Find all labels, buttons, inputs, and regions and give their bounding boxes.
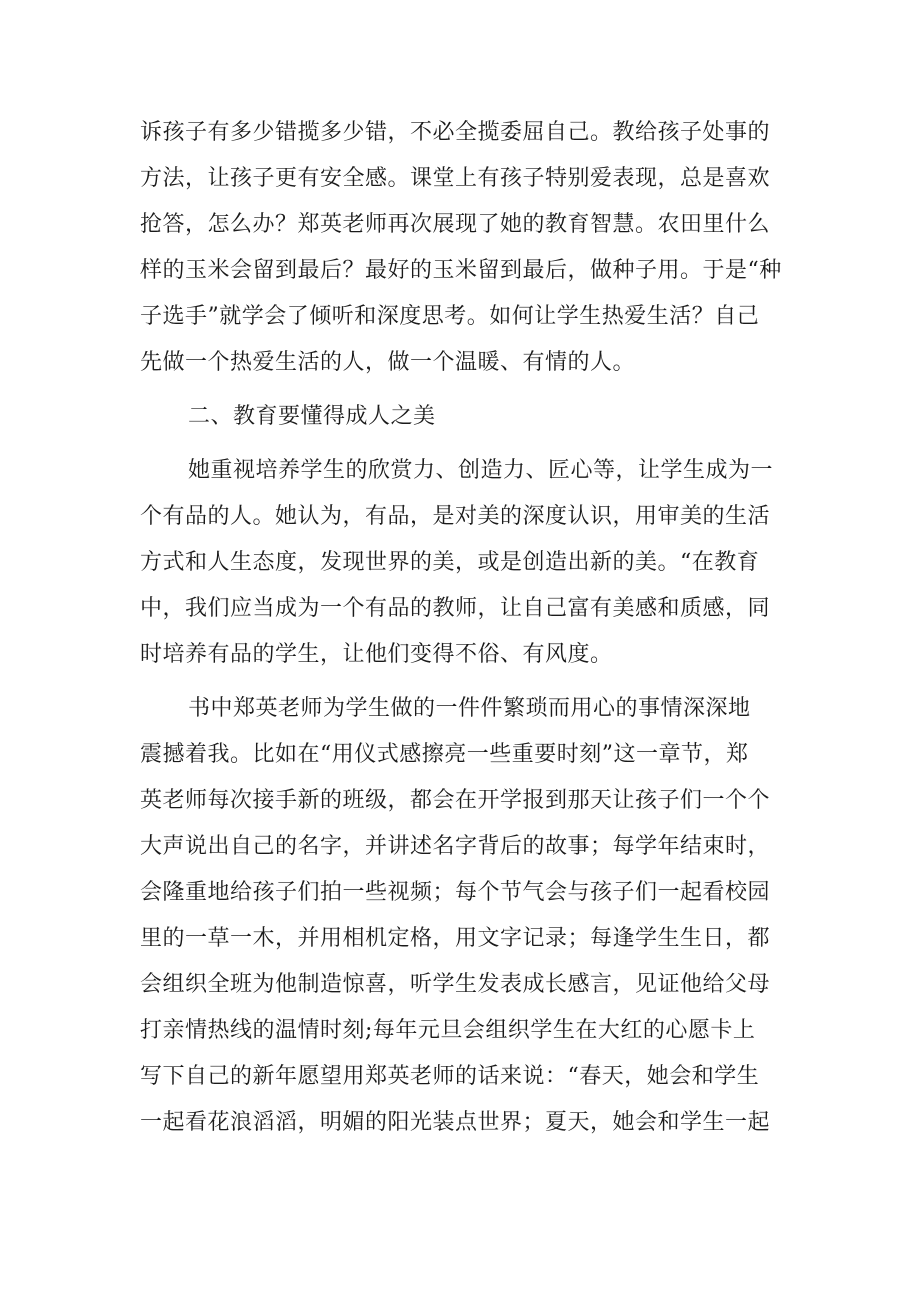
text-line: 打亲情热线的温情时刻;每年元旦会组织学生在大红的心愿卡上 xyxy=(140,1018,756,1043)
text-line: 子选手”就学会了倾听和深度思考。如何让学生热爱生活？自己 xyxy=(140,304,760,329)
text-line: 诉孩子有多少错揽多少错，不必全揽委屈自己。教给孩子处事的 xyxy=(140,120,771,145)
text-line: 方式和人生态度，发现世界的美，或是创造出新的美。“在教育 xyxy=(140,550,760,575)
text-line: 震撼着我。比如在“用仪式感擦亮一些重要时刻”这一章节，郑 xyxy=(140,742,749,767)
text-line: 一起看花浪滔滔，明媚的阳光装点世界；夏天，她会和学生一起 xyxy=(140,1110,771,1135)
text-line: 会组织全班为他制造惊喜，听学生发表成长感言，见证他给父母 xyxy=(140,972,771,997)
text-line: 抢答，怎么办？郑英老师再次展现了她的教育智慧。农田里什么 xyxy=(140,212,771,237)
text-line: 样的玉米会留到最后？最好的玉米留到最后，做种子用。于是“种 xyxy=(140,258,782,283)
paragraph-first-line: 书中郑英老师为学生做的一件件繁琐而用心的事情深深地 xyxy=(188,696,751,721)
text-line: 写下自己的新年愿望用郑英老师的话来说：“春天，她会和学生 xyxy=(140,1064,760,1089)
text-line: 先做一个热爱生活的人，做一个温暖、有情的人。 xyxy=(140,350,636,375)
text-line: 会隆重地给孩子们拍一些视频；每个节气会与孩子们一起看校园 xyxy=(140,880,771,905)
text-line: 时培养有品的学生，让他们变得不俗、有风度。 xyxy=(140,642,613,667)
text-line: 大声说出自己的名字，并讲述名字背后的故事；每学年结束时， xyxy=(140,834,771,859)
text-line: 中，我们应当成为一个有品的教师，让自己富有美感和质感，同 xyxy=(140,596,771,621)
paragraph-first-line: 她重视培养学生的欣赏力、创造力、匠心等，让学生成为一 xyxy=(188,458,774,483)
text-line: 个有品的人。她认为，有品，是对美的深度认识，用审美的生活 xyxy=(140,504,771,529)
section-heading: 二、教育要懂得成人之美 xyxy=(188,404,436,429)
text-line: 英老师每次接手新的班级，都会在开学报到那天让孩子们一个个 xyxy=(140,788,771,813)
text-line: 方法，让孩子更有安全感。课堂上有孩子特别爱表现，总是喜欢 xyxy=(140,166,771,191)
text-line: 里的一草一木，并用相机定格，用文字记录；每逢学生生日，都 xyxy=(140,926,771,951)
